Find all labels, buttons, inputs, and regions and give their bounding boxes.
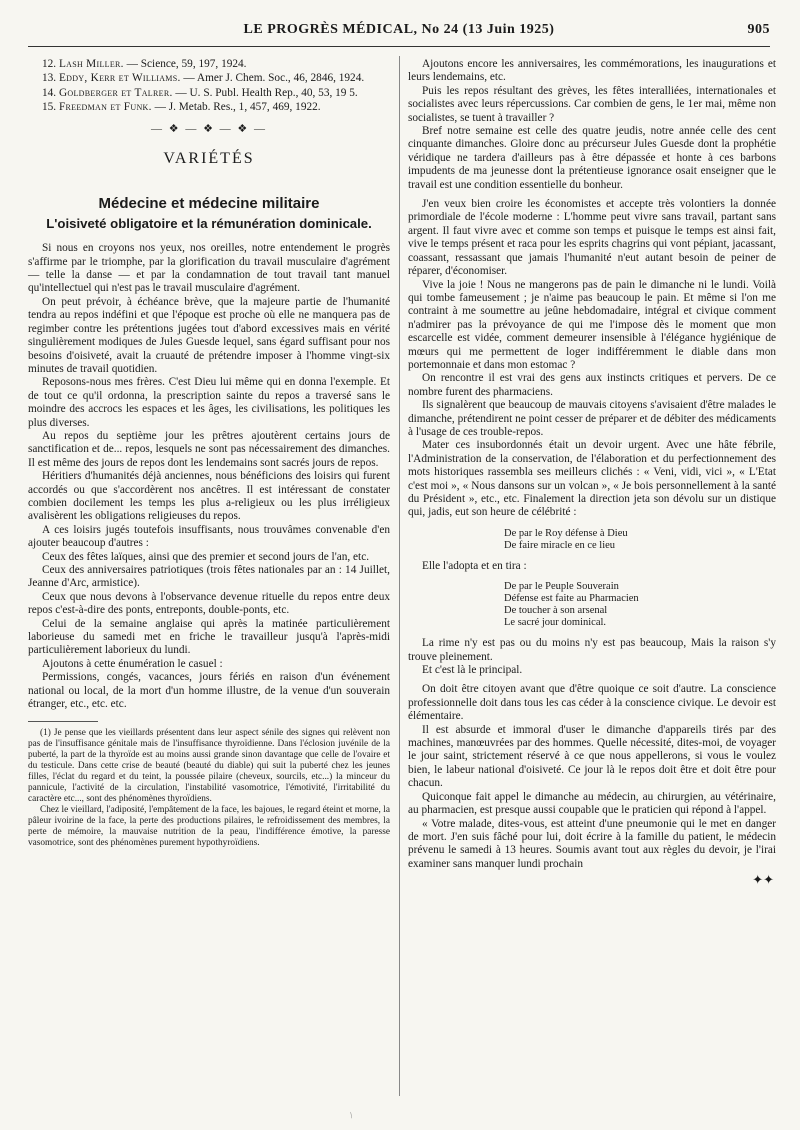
footnote-rule bbox=[28, 721, 98, 722]
footnote: Chez le vieillard, l'adiposité, l'empâtement de la face, les bajoues, le regard éteint et morne, la pâleur ivoirine de la face, la perte des productions pilaires, le refroidissement des membres, la perte de mémoire, la mauvaise nutrition de la peau, l'indifférence émotive, la paresse vasomotrice, sont des phénomènes purement hypothyroïdiens. bbox=[28, 805, 390, 849]
paragraph: « Votre malade, dites-vous, est atteint d'une pneumonie qui le met en danger de mort. J'en suis fâché pour lui, doit écrire à la famille du patient, le médecin prévenu le samedi à 13 heures. Soumis avant tout aux règles du devoir, je l'irai examiner sans manquer lundi prochain bbox=[408, 817, 776, 870]
paragraph: Mater ces insubordonnés était un devoir urgent. Avec une hâte fébrile, l'Administration de la conservation, de l'élaboration et du perfectionnement des mots historiques rassembla ses meilleurs clichés : « Veni, vidi, vici », « L'Etat c'est moi », « Nous dansons sur un volcan », « Je bois personnellement à la santé du Président », etc., etc. Finalement la direction jeta son dévolu sur un distique qui, jadis, eut son heure de célébrité : bbox=[408, 439, 776, 519]
paragraph: Celui de la semaine anglaise qui après la matinée particulièrement laborieuse du samedi met en friche le travailleur jusqu'à l'après-midi particulièrement laborieux du lundi. bbox=[28, 617, 390, 657]
journal-title: LE PROGRÈS MÉDICAL, No 24 (13 Juin 1925) bbox=[243, 22, 555, 37]
verse-line: Le sacré jour dominical. bbox=[504, 617, 607, 629]
left-column bbox=[28, 58, 390, 849]
page-number: 905 bbox=[747, 22, 770, 37]
header-rule bbox=[28, 46, 770, 47]
paragraph: Reposons-nous mes frères. C'est Dieu lui même qui en donna l'exemple. Et de tout ce qu'il ordonna, la prescription sainte du repos a traversé sans le moindre des accrocs les espaces et les âges, les civilisations, les politiques les plus diverses. bbox=[28, 376, 390, 429]
verse-intro: Elle l'adopta et en tira : bbox=[422, 559, 527, 572]
paragraph: Ajoutons encore les anniversaires, les commémorations, les inaugurations et leurs lendemains, etc. bbox=[408, 58, 776, 84]
paragraph: Puis les repos résultant des grèves, les fêtes interalliées, internationales et socialistes avec leurs répercussions. Car combien de gens, le 1er mai, même non socialistes, se tuent à travailler ? bbox=[408, 84, 776, 124]
running-head bbox=[28, 22, 770, 44]
footnotes bbox=[28, 728, 390, 849]
paragraph: Et c'est là le principal. bbox=[422, 664, 523, 677]
article-body-left bbox=[28, 242, 390, 711]
reference-item: 15. Freedman et Funk. — J. Metab. Res., 1, 457, 469, 1922. bbox=[42, 101, 321, 114]
paragraph: La rime n'y est pas ou du moins n'y est pas beaucoup, Mais la raison s'y trouve pleinement. bbox=[408, 637, 776, 663]
paragraph: Ils signalèrent que beaucoup de mauvais citoyens s'avisaient d'être malades le dimanche, prétendirent ne point cesser de préparer et de débiter des médicaments à l'usage de ces trouble-repos. bbox=[408, 399, 776, 438]
reference-item: 14. Goldberger et Talrer. — U. S. Publ. Health Rep., 40, 53, 19 5. bbox=[42, 86, 358, 99]
section-ornament: — ❖ — ❖ — ❖ — bbox=[150, 122, 268, 135]
paragraph: Si nous en croyons nos yeux, nos oreilles, notre entendement le progrès s'affirme par le triomphe, par la glorification du travail musculaire d'agrément — telle la danse — et par la condamnation de tout travail tant manuel qu'intellectuel qui n'est pas le travail musculaire d'agrément. bbox=[28, 242, 390, 295]
reference-item: 12. Lash Miller. — Science, 59, 197, 1924. bbox=[42, 58, 247, 70]
stray-pen-mark: / bbox=[347, 1110, 355, 1120]
verse-line: De toucher à son arsenal bbox=[504, 605, 608, 617]
paragraph: On peut prévoir, à échéance brève, que la majeure partie de l'humanité tendra au repos indéfini et que l'époque est proche où elle ne manquera pas de regimber contre les prétentions jugées tout d'abord excessives mais en vérité singulièrement modiques de Jules Guesde lequel, sans égard suffisant pour nos besoins d'oisiveté, avait la cruauté de prétendre imposer à l'homme vingt-six minutes de travail quotidien. bbox=[28, 295, 390, 375]
paragraph: Bref notre semaine est celle des quatre jeudis, notre année celle des cent cinquante dimanches. Gloire donc au précurseur Jules Guesde dont la prophétie véridique ne tardera d'ailleurs pas à être dépassée et honte à ces barbons impudents de ma jeunesse dont la prétentieuse ignorance osait enseigner que le travail est une condition essentielle du bonheur. bbox=[408, 125, 776, 191]
paragraph: Ceux des fêtes laïques, ainsi que des premier et second jours de l'an, etc. bbox=[42, 550, 370, 563]
verse-adapted bbox=[504, 581, 776, 629]
article-title: Médecine et médecine militaire bbox=[98, 195, 320, 213]
footnote: (1) Je pense que les vieillards présentent dans leur aspect sénile des signes qui relèvent non pas de l'insuffisance génitale mais de l'insuffisance thyroïdienne. Dans l'éclosion juvénile de la puberté, la part de la thyroïde est au moins aussi grande sinon davantage que celle de l'ovaire et du testicule. Dans cette crise de beauté (beauté du diable) qui suit la puberté chez les jeunes filles, l'éclat du regard et du teint, la poussée pilaire (cheveux, sourcils, etc...) la minceur du pannicule, l'activité de la circulation, l'instabilité vasomotrice, l'émotivité, l'irritabilité du caractère etc..., sont des phénomènes thyroïdiens. bbox=[28, 728, 390, 805]
paragraph: J'en veux bien croire les économistes et accepte très volontiers la donnée primordiale de l'école moderne : L'homme peut vivre sans travail, partant sans argent. Il faut vivre avec et comme son temps et puisque le temps est ainsi fait, vive le temps présent et raca pour les esprits chagrins qui vont pépiant, jacassant, coassant, ressassant que jamais l'humanité n'eut autant besoin de peiner de réparer, d'économiser. bbox=[408, 198, 776, 278]
verse-original bbox=[504, 528, 776, 552]
verse-line: De par le Roy défense à Dieu bbox=[504, 527, 628, 539]
paragraph: On doit être citoyen avant que d'être quoique ce soit d'autre. La conscience professionnelle doit dans tous les cas céder à la conscience civique. Le devoir est élémentaire. bbox=[408, 683, 776, 723]
paragraph: Vive la joie ! Nous ne mangerons pas de pain le dimanche ni le lundi. Voilà qui tombe fameusement ; je n'aime pas beaucoup le pain. Et même si l'on me contraint à me soumettre au jeûne hebdomadaire, intégral et civique comment n'admirer pas la prévoyance de qui me l'impose dès le moment que mon escarcelle est vidée, comment demeurer insensible à l'élégance hygiénique de mœurs qui me permettent de loger indifféremment le diable dans mon portemonnaie et dans mon estomac ? bbox=[408, 278, 776, 371]
reference-list bbox=[28, 58, 390, 115]
paragraph: Au repos du septième jour les prêtres ajoutèrent certains jours de sanctification et de... repos, lesquels ne sont pas nécessairement des dimanches. Il est même des jours de repos dont les lendemains sont sacrés jours de repos. bbox=[28, 429, 390, 469]
paragraph: A ces loisirs jugés toutefois insuffisants, nous trouvâmes convenable d'en ajouter beaucoup d'autres : bbox=[28, 523, 390, 550]
verse-line: Défense est faite au Pharmacien bbox=[504, 593, 639, 605]
article-subtitle: L'oisiveté obligatoire et la rémunération dominicale. bbox=[46, 215, 372, 231]
paragraph: Héritiers d'humanités déjà anciennes, nous bénéficions des loisirs qui furent accordés ou que s'accordèrent nos ancêtres. Il est intéressant de constater combien docilement les temps les plus a-religieux ou les plus irréligieux avalisèrent les obligations religieuses du repos. bbox=[28, 470, 390, 523]
verse-line: De faire miracle en ce lieu bbox=[504, 539, 616, 551]
paragraph: Ceux des anniversaires patriotiques (trois fêtes nationales par an : 14 Juillet, Jeanne d'Arc, armistice). bbox=[28, 564, 390, 590]
paragraph: Ajoutons à cette énumération le casuel : bbox=[42, 657, 223, 670]
paragraph: Permissions, congés, vacances, jours fériés en raison d'un événement national ou local, de la mort d'un homme illustre, de la venue d'un souverain étranger, etc., etc. etc. bbox=[28, 671, 390, 711]
verse-line: De par le Peuple Souverain bbox=[504, 581, 619, 593]
reference-item: 13. Eddy, Kerr et Williams. — Amer J. Chem. Soc., 46, 2846, 1924. bbox=[42, 72, 365, 85]
section-title: VARIÉTÉS bbox=[163, 150, 255, 168]
right-column bbox=[408, 58, 776, 887]
column-divider bbox=[399, 56, 400, 1096]
paragraph: Il est absurde et immoral d'user le dimanche d'appareils tirés par des machines, manœuvrées par des hommes. Quelle nécessité, dites-moi, de voyager le jour saint, strictement réservé à ce que nous appellerons, si vous le voulez bien, le labeur national d'oisiveté. Ce jour là le repos doit être et doit être pour chacun. bbox=[408, 723, 776, 790]
paragraph: On rencontre il est vrai des gens aux instincts critiques et pervers. De ce nombre furent des pharmaciens. bbox=[408, 372, 776, 398]
paragraph: Quiconque fait appel le dimanche au médecin, au chirurgien, au vétérinaire, au pharmacien, est presque aussi coupable que le praticien qui répond à l'appel. bbox=[408, 790, 776, 817]
paragraph: Ceux que nous devons à l'observance devenue rituelle du repos entre deux repos c'est-à-dire des ponts, entreponts, double-ponts, etc. bbox=[28, 590, 390, 617]
continuation-mark: ✦✦ bbox=[752, 872, 774, 888]
